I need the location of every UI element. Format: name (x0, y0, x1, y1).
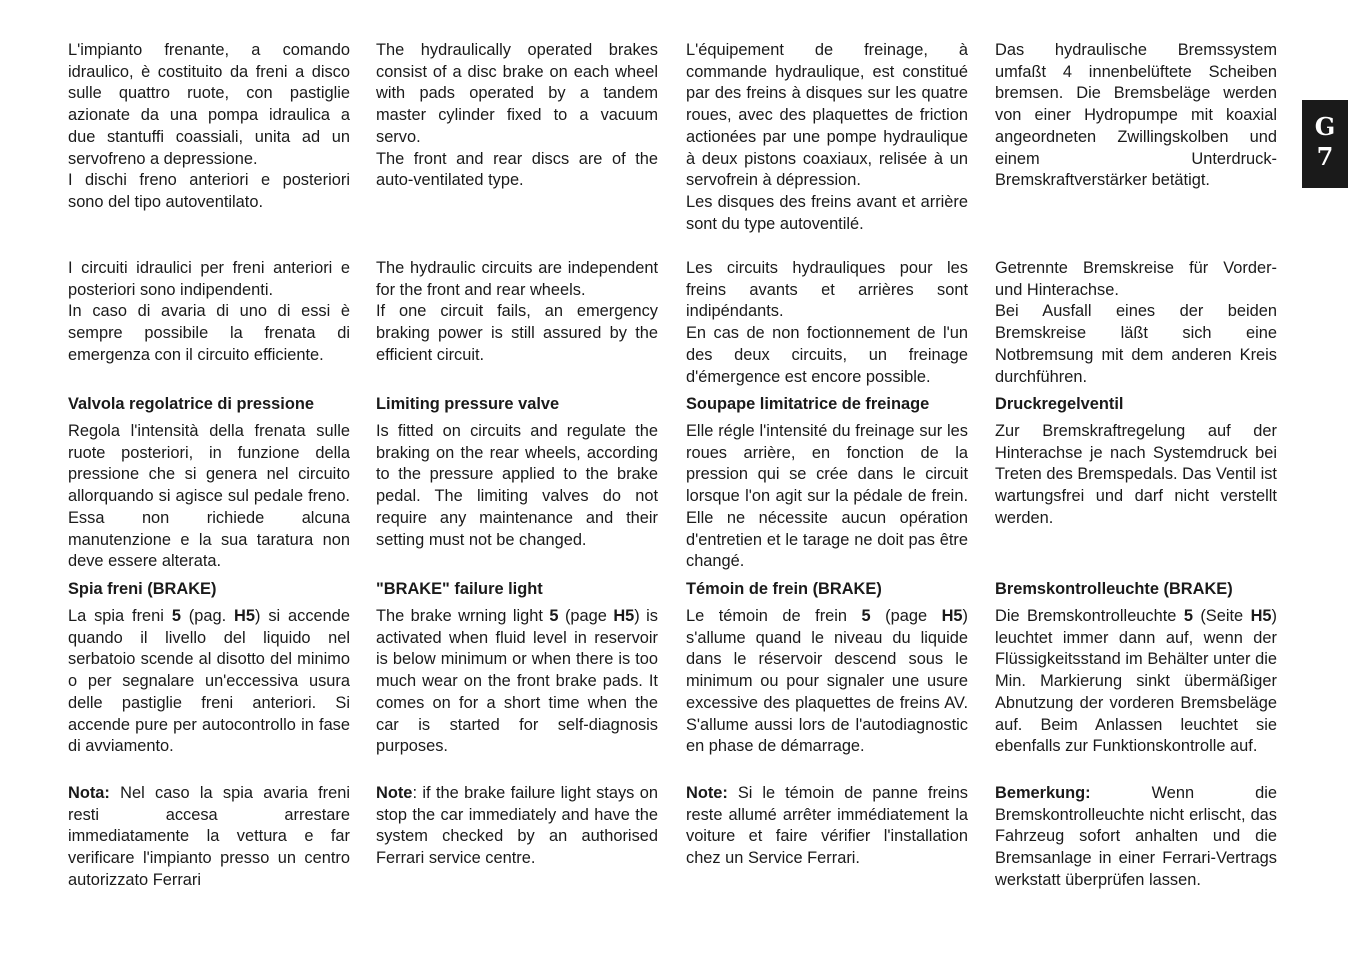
text: ) s'allume quand le niveau du liquide dans le réservoir descend sous le minimum ou pour signaler une usure excessive des plaquettes de freins AV. S'allume aussi lors de l'autodiagnostic en phase de démarrage. (686, 607, 968, 756)
note-paragraph (376, 783, 658, 870)
text: (page (870, 607, 942, 625)
text: (page (558, 607, 614, 625)
section-number: 7 (1316, 142, 1334, 171)
note-label: Note: (686, 784, 728, 802)
valve-heading: Soupape limitatrice de freinage (686, 395, 930, 413)
note-text: Nel caso la spia avaria freni resti accesa arrestare immediatamente la vettura e far verificare l'impianto presso un centro autorizzato Ferrari (68, 784, 350, 889)
ref-page: H5 (234, 607, 255, 625)
text: The brake wrning light (376, 607, 550, 625)
circuits-paragraph: I circuiti idraulici per freni anteriori e posteriori sono indipendenti. (68, 259, 350, 299)
disc-paragraph: Les disques des freins avant et arrière sont du type autoventilé. (686, 192, 968, 233)
text: (Seite (1192, 607, 1251, 625)
circuits-block (995, 258, 1277, 388)
intro-block (376, 40, 658, 192)
note-text: Wenn die Bremskontrolleuchte nicht erlischt, das Fahrzeug sofort anhalten und die Bremsanlage in einer Ferrari-Vertrags werkstatt überprüfen lassen. (995, 784, 1277, 889)
valve-paragraph: Regola l'intensità della frenata sulle ruote posteriori, in funzione della pressione che si genera nel circuito allorquando si agisce sul pedale freno. Essa non richiede alcuna manutenzione e la sua taratura non deve essere alterata. (68, 422, 350, 571)
ref-number: 5 (549, 607, 559, 625)
ref-number: 5 (171, 607, 181, 625)
light-heading: Témoin de frein (BRAKE) (686, 580, 882, 598)
note-label: Note (376, 784, 413, 802)
note-text: : if the brake failure light stays on stop the car immediately and have the system checked by an authorised Ferrari service centre. (376, 784, 658, 868)
note-paragraph (995, 783, 1277, 892)
circuits-block (376, 258, 658, 367)
intro-block (68, 40, 350, 214)
light-paragraph (995, 606, 1277, 758)
text: Le témoin de frein (686, 607, 862, 625)
valve-paragraph: Elle régle l'intensité du freinage sur les roues arrière, en fonction de la pression qui se crée dans le circuit lorsque l'on agit sur la pédale de frein. Elle ne nécessite aucun opération d'entretien et le tarage ne doit pas être changé. (686, 422, 968, 571)
disc-paragraph: I dischi freno anteriori e posteriori sono del tipo autoventilato. (68, 171, 350, 211)
circuits-paragraph: The hydraulic circuits are independent for the front and rear wheels. (376, 259, 658, 299)
valve-heading: Druckregelventil (995, 395, 1124, 413)
emergency-paragraph: Bei Ausfall eines der beiden Bremskreise läßt sich eine Notbremsung mit dem anderen Kreis durchführen. (995, 302, 1277, 386)
circuits-block (68, 258, 350, 367)
text: ) is activated when fluid level in reservoir is below minimum or when there is too much wear on the front brake pads. It comes on for a short time when the car is started for self-diagnosis purposes. (376, 607, 659, 756)
intro-paragraph: L'impianto frenante, a comando idraulico, è costituito da freni a disco sulle quattro ruote, con pastiglie azionate da una pompa idraulica a due stantuffi coassiali, unita ad un servofreno a depressione. (68, 41, 350, 168)
text: La spia freni (68, 607, 172, 625)
light-paragraph (68, 606, 350, 758)
emergency-paragraph: If one circuit fails, an emergency braking power is still assured by the efficient circuit. (376, 302, 658, 364)
section-tab (1302, 100, 1348, 188)
text: ) leuchtet immer dann auf, wenn der Flüssigkeitsstand im Behälter unter die Min. Markierung sinkt übermäßiger Abnutzung der vorderen Bremsbeläge auf. Beim Anlassen leuchtet sie ebenfalls zur Funktionskontrolle auf. (995, 607, 1277, 756)
intro-paragraph: The hydraulically operated brakes consist of a disc brake on each wheel with pads operated by a tandem master cylinder fixed to a vacuum servo. (376, 41, 658, 146)
ref-page: H5 (613, 607, 635, 625)
light-paragraph (376, 606, 658, 758)
disc-paragraph: The front and rear discs are of the auto-ventilated type. (376, 149, 658, 190)
text: (pag. (180, 607, 235, 625)
valve-paragraph: Zur Bremskraftregelung auf der Hinterachse je nach Systemdruck bei Treten des Bremspedals. Das Ventil ist wartungsfrei und darf nicht verstellt werden. (995, 422, 1277, 527)
intro-paragraph: Das hydraulische Bremssystem umfaßt 4 innenbelüftete Scheiben bremsen. Die Bremsbeläge werden von einer Hydropumpe mit koaxial angeordneten Zwillingskolben und einem Unterdruck-Bremskraftverstärker betätigt. (995, 41, 1277, 190)
valve-heading: Limiting pressure valve (376, 395, 560, 413)
intro-block (995, 40, 1277, 192)
note-paragraph (686, 783, 968, 870)
circuits-block (686, 258, 968, 388)
emergency-paragraph: En cas de non foctionnement de l'un des deux circuits, un freinage d'émergence est encore possible. (686, 324, 968, 386)
valve-heading: Valvola regolatrice di pressione (68, 395, 314, 413)
text: ) si accende quando il livello del liquido nel serbatoio scende al disotto del minimo o per segnalare un'eccessiva usura delle pastiglie freni anteriori. Si accende pure per autocontrollo in fase di avviamento. (68, 607, 351, 756)
section-letter: G (1314, 112, 1336, 141)
note-label: Bemerkung: (995, 784, 1091, 802)
ref-page: H5 (1250, 607, 1272, 625)
light-heading: Bremskontrolleuchte (BRAKE) (995, 580, 1233, 598)
note-label: Nota: (68, 784, 110, 802)
note-paragraph (68, 783, 350, 892)
intro-block (686, 40, 968, 235)
ref-page: H5 (941, 607, 963, 625)
circuits-paragraph: Getrennte Bremskreise für Vorder- und Hinterachse. (995, 259, 1277, 299)
light-heading: Spia freni (BRAKE) (68, 580, 217, 598)
text: Die Bremskontrolleuchte (995, 607, 1184, 625)
circuits-paragraph: Les circuits hydrauliques pour les freins avants et arrières sont indipéndants. (686, 259, 968, 321)
ref-number: 5 (1183, 607, 1193, 625)
note-text: Si le témoin de panne freins reste allumé arrêter immédiatement la voiture et faire vérifier l'installation chez un Service Ferrari. (686, 784, 968, 868)
light-heading: "BRAKE" failure light (376, 580, 543, 598)
valve-paragraph: Is fitted on circuits and regulate the braking on the rear wheels, according to the pressure applied to the brake pedal. The limiting valves do not require any maintenance and their setting must not be changed. (376, 422, 658, 549)
light-paragraph (686, 606, 968, 758)
intro-paragraph: L'équipement de freinage, à commande hydraulique, est constitué par des freins à disques sur les quatre roues, avec des plaquettes de friction actionées par une pompe hydraulique à deux pistons coaxiaux, relisée à un servofrein à dépression. (686, 41, 968, 190)
ref-number: 5 (861, 607, 871, 625)
emergency-paragraph: In caso di avaria di uno di essi è sempre possibile la frenata di emergenza con il circuito efficiente. (68, 302, 350, 364)
